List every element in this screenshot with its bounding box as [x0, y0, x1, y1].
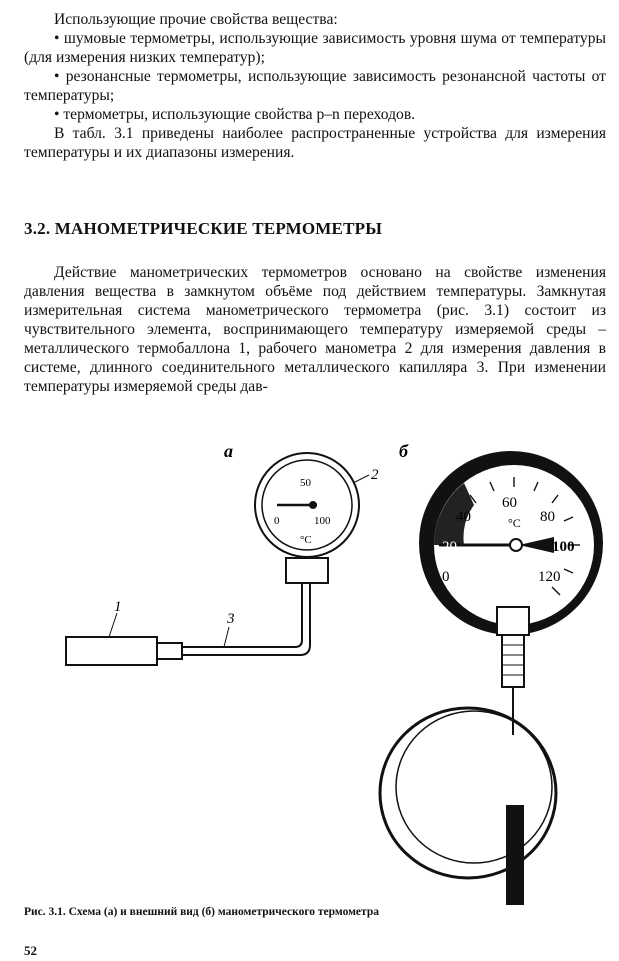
scheme-gauge-neck — [286, 558, 328, 583]
photo-thermometer — [380, 451, 603, 905]
callout-leader-1 — [109, 613, 117, 637]
callout-2: 2 — [371, 467, 379, 483]
figure-label-b: б — [399, 441, 408, 461]
intro-line: Использующие прочие свойства вещества: — [54, 11, 338, 28]
figure-3-1 — [24, 435, 606, 905]
photo-scale-0: 0 — [442, 569, 450, 585]
callout-leader-3 — [224, 627, 229, 647]
scheme-scale-0: 0 — [274, 515, 280, 527]
scheme-thermometer — [66, 453, 369, 665]
intro-text — [24, 10, 606, 162]
callout-3: 3 — [227, 611, 235, 627]
intro-bullet-resonance: • резонансные термометры, использующие зависимость резонансной частоты от температуры; — [24, 68, 606, 104]
callout-leader-2 — [353, 475, 369, 483]
scheme-connector — [157, 643, 182, 659]
figure-caption: Рис. 3.1. Схема (а) и внешний вид (б) манометрического термометра — [24, 906, 379, 918]
photo-scale-40: 40 — [456, 509, 471, 525]
intro-bullet-pn: • термометры, использующие свойства p–n переходов. — [54, 106, 416, 123]
callout-1: 1 — [114, 599, 122, 615]
intro-table-ref: В табл. 3.1 приведены наиболее распространенные устройства для измерения температуры и их диапазоны измерения. — [24, 125, 606, 161]
intro-bullet-noise: • шумовые термометры, использующие зависимость уровня шума от температуры (для измерения низких температур); — [24, 30, 606, 66]
photo-gauge-thread — [502, 635, 524, 687]
page-number: 52 — [24, 943, 37, 958]
scheme-bulb — [66, 637, 157, 665]
scheme-scale-100: 100 — [314, 515, 331, 527]
scheme-gauge-pivot — [310, 502, 316, 508]
scheme-scale-50: 50 — [300, 477, 311, 489]
photo-scale-60: 60 — [502, 495, 517, 511]
section-body — [24, 263, 606, 396]
section-paragraph: Действие манометрических термометров основано на свойстве изменения давления вещества в замкнутом объёме под действием температуры. Замкнутая измерительная система манометрического термометра (рис. 3.1) состоит из чувствительного элемента, воспринимающего температуру измеряемой среды – металлического термобаллона 1, рабочего манометра 2 для измерения давления в системе, длинного соединительного металлического капилляра 3. При изменении температуры измеряемой среды дав- — [24, 264, 606, 395]
photo-probe — [506, 805, 524, 905]
photo-gauge-socket — [497, 607, 529, 635]
photo-scale-120: 120 — [538, 569, 561, 585]
scheme-unit: °C — [300, 534, 312, 546]
photo-scale-20: 20 — [442, 539, 457, 555]
section-heading: 3.2. МАНОМЕТРИЧЕСКИЕ ТЕРМОМЕТРЫ — [24, 219, 383, 238]
scheme-capillary — [182, 583, 310, 655]
figure-label-a: а — [224, 441, 233, 461]
photo-gauge-pivot — [510, 539, 522, 551]
photo-scale-80: 80 — [540, 509, 555, 525]
photo-unit: °C — [508, 516, 521, 530]
photo-scale-100: 100 — [552, 539, 575, 555]
